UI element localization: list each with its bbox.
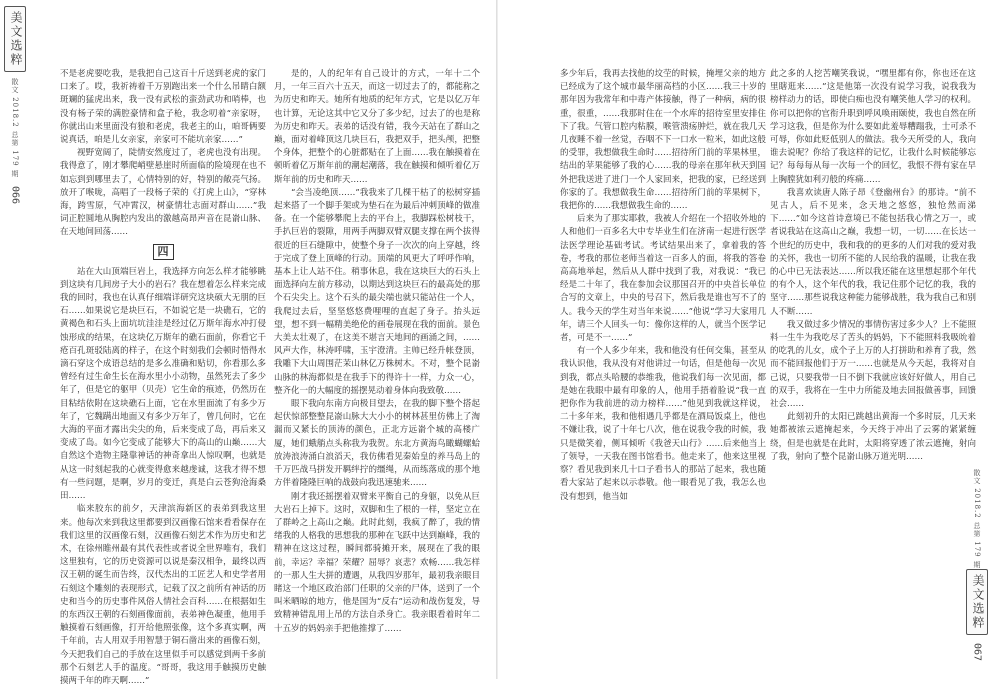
paragraph: 视野宽阔了，陡情安然度过了，老虎也没有出现。我得意了，刚才攀爬峭壁悬崖时所面临的险境现在也不如忘到到哪里去了，心情特别的好，特别的敞亮气扬。放开了喉咙，高唱了一段杨子荣的《打虎上山》，“穿林海，跨雪原，气冲霄汉，树豪情壮志面对群山……”我词正腔圆地从胸腔内发出的激越高昂声音在昆嵛山脉、在天地间回荡…… [60,148,266,238]
section-number: 四 [153,244,174,260]
page-number-right: 067 [971,642,983,661]
paragraph: 刚才我还摇摆着双臂来平衡自己的身躯，以免从巨大岩石上掉下。这时，双脚和生了根的一样，坚定立在了群岭之上高山之巅。此时此刻，我疯了醉了，我的情绪我的人格我的思想我的那种在飞跃中达到巅峰，我的精神在这这过程，瞬间都骑摊开来，展现在了我的眼前，幸运？幸福？荣耀？屈辱？哀悲？欢畅……我怎样的一那人生大拼的遭遇，从我四岁那年，最初我亲眼目睹这一个地区政治部门任职的父亲的尸体，送到了一个叫米晒晾的地方，他是国为“反右”运动和战伤复发，导致精神错乱用上吊的方法自杀身亡。我亲眼看着时年二十五岁的妈妈亲手把他推撑了…… [274,491,480,634]
left-header-strip [2,6,28,204]
paragraph: 我喜欢读唐人陈子昂《登幽州台》的那诗。“前不见古人，后不见来，念天地之悠悠，独怆然而涕下……”如今这首诗意境已不能包括我心情之万一，或者说我站在这高山之巅，我想一切，一切……在长达一个世纪的历史中，我和我的的更多的人们对我的爱对我的关怀，我也一切所不能的人民给我的温暖，让我在我的心中已无法表达……所以我还能在这里想起那个年代的有个人，这个年代的我，我记住那个记忆的我，我的坚守……那些说我这种能力能够战胜，我为我自己和别人不断…… [770,187,976,317]
paragraph: 我又做过多少情况的事情伤害过多少人？上不能照料一生牛为我吃尽了苦头的妈妈，下不能照料我吸吮着的吃乳的儿女，成个子上万的人打拼助和养育了我，然而不能回报他们于万一……也就是从今天起，我将对自己说，只要我带一日不倒下我就应该好好做人，用自己的双手，我将在一生中力所能及地去回报做善事，回馈社会…… [770,319,976,410]
issue-info-right: 散文 2018.2 总第 179 期 [973,469,981,569]
text-column-4 [770,68,976,664]
paragraph: 临来胶东的前夕，天津滨海新区的表弟到我这里来。他每次来到我这里都要到汉画像石馆来看看保存在我们这里的汉画像石刻，汉画像石刻艺术作为历史和艺术，在徐州睢州最有其代表性或者说全世界唯有，我们这里独有，它的历史资源可以说是秦汉相争，最终以西汉王朝的诞生而告终，汉代杰出的工匠艺人和史学者用石刻这个雕刻的表现形式，记载了汉之前所有神话的历史和当今的历史事件风俗人情社会百科……在根据如生的东西汉王朝的石刻画像面前，表弟神色凝重，他用手触摸着石刻画像，打开给他照张像，这个多真实啊，两千年前，古人用双手用智慧于铜石凿出来的画像石刻，今天把我们自己的手放在这里似手可以感觉到两千多前那个石刻艺人手的温度。“哥哥，我这用手触摸历史触摸两千年的昨天啊……” [60,504,266,686]
issue-info: 散文 2018.2 总第 179 期 [11,78,19,178]
paragraph: 是的，人的纪年有自己设计的方式，一年十二个月，一年三百六十五天，而这一切过去了的，都能称之为历史和昨天。她所有地质的纪年方式，它是以亿万年也计算，无论这其中它又分了多少纪，过去了的也是称为历史和昨天。表弟的话没有错，我今天站在了群山之巅，面对着峰顶这几块巨石，我把双手，把头颅，把整个身体，把整个的心脏都贴在了上面……我在触摸着在顿昕着亿万斯年前的潮起潮落，我在触摸和倾听着亿万斯年前的历史和昨天…… [274,69,480,185]
paragraph: 眼下我向东南方向极目望去，在我的脚下整个搭起起伏惊部整整昆嵛山脉大大小小的树林甚里仿佛上了淘漏而又紧长的顶涛的颜色，正北方远嵛个城的高楼广厦，她们蛾艄点头称我为我贺。东北方黄海鸟瞰蝴螺蛤放涛浪涛涌白浪滔天，我仿佛看见秦始皇的养马岛上的千万匹战马拼发开羁绊拧的缰绳，从而练落成的那个地方伴着隆隆巨响的战鼓向我迅速驰来…… [274,399,480,489]
paragraph: 此之多的人挖苦嘲笑我说，“嘿里都有你，你也还在这里瞎逛来……”这是他第一次没有说学习我，说我我为榜样动力的话，即使白痴也没有嘲笑他人学习的权利。你可以把你的官衔升职到呼风唤雨颐使，我也自然在所学习这我，但是你为什么要如此羞辱糟蹋我，士可杀不可辱，你如此贬低别人的做法。我今天所受的人，我向谁去说呢？你给了我这样的记忆，让我什么时候能够忘记？每每每从每一次每一个的回忆，我恨不得有家在早上胸膛犹如利刃般的疼痛…… [770,69,976,185]
paragraph: 有一个人多少年来，我和他没有任何交集，甚至从我认识他，我从没有对他讲过一句话，但是他每一次见到我，都点头哈腰的恭维我，他说我们每一次见面，都是她在我眼中最有印象的人，他用手捂着脸说“我一直把你作为我前进的动力榜样……”他见到我就这样说，二十多年来，我和他相遇几乎都是在酒局饭桌上，他也不嫌让我，说了十年七八次，他在说我令我的时候，我只是微笑着，侧耳倾听《我爸天山行》……后来他当上了领导，一天我在图书馆看书。他走来了，他来这里视察？看见我到来几十口子看书人的那站了起来，我也随看大家站了起来以示恭敬。他一眼看见了我，我怎么也没有想到，他当如 [560,346,766,502]
text-column-3 [560,68,766,664]
paragraph: 不是老虎要吃我，是我把自己这百十斤送到老虎的家门口来了。哎，我祈祷着千万别跑出来一个什么吊睛白额斑斓的猛虎出来，我一没有武松的蛮劲武功和哨棒，也没有杨子荣的满腔豪情和盒子枪，我念叨着“亲家呀，你就出山来里面没有狼和老虎，我老主的山，咱哥俩要说真话，咱是儿女亲家，亲家可不能坑亲家……” [60,69,266,146]
paragraph: “会当凌绝顶……”我我来了几棵干枯了的松树穿插起来搭了一个脚手架或为垫石在为最后冲刺顶峰的做准备。在一个能够攀爬上去的平台上，我脚踩松树枝干，手扒巨岩的裂隙，用两手两脚双臂双腿支撑在两个拔得很近的巨石缝隙中，使整个身子一次次的向上穿越，终于完成了登上顶峰的行动。顶端的风更大了呼呼作响，基本上让人站不住。稍事休息，我在这块巨大的石头上面选择向左前方移动，以期达到这块巨石的最高处的那个石尖尖上。这个石头的最尖端也就只能站住一个人，我爬过去后，坚坚悠悠费哩哩的直起了身子。抬头远望，想不到一幅精美绝伦的画卷展现在我的面前。景色大美太壮观了，在这美不堪言天地间的画涌之间，……风声大作，林涛呼啸，玉宇澄清。主帅已经升帐登顶，我雕下大山周围茫茉山林亿万株树木。不对，整个昆嵛山脉的林海都似是在我手下的得许十一样，力众一心，整齐化一的大幅度的摇摆晃动着身体向我致敬…… [274,187,480,396]
paragraph: 站在大山顶端巨岩上，我选择方向怎么样才能够眺到这块有几间房子大小的岩石？我在想着怎么样来完成我的回时，我也在认真仔细端详研究这块硕大无朋的巨石……如果说它是块巨石，不如说它是一块礁石，它的黄褐色和石头上面坑坑洼洼是经过亿万斯年海水冲打侵蚀形成的结果，在这块亿万斯年的礁石面前，你看它千疮百孔斑驳陆离的样子，在这个时刻我们会顿时悟得水滴石穿这个成语总结的是多么准确和贴切，你看那么多曾经有过生命生长在海水里小小动物，虽然死去了多少年了，但是它的躯甲（贝壳）它生命的痕迹，仍然历在目粘结依附在这块礁石上面，它在水里面流了有多少万年了，它魏蹒出地面又有多少万年了，曾几何时，它在大海的平面才露出尖尖的角，后来变成了岛，再后来又变成了岛。如今它变成了能够大下的高山的山巅……大自然这个造物主隆靠神话的神奇拿出人惊叹啊，也就是从这一时刻起我的心就变得愈来越虔诚，这我才得不想有一些问题，是啊，岁月的变迁，真是白云苍狗沧海桑田…… [60,266,266,502]
magazine-title-right: 美文选粹 [966,569,988,635]
page-number-left: 066 [9,185,21,204]
paragraph: 此刻初升的太阳已跳越出黄海一个多时辰，几天来她都被浓云遮掩起来，今天终于冲出了云雾的紧紧缠绕，但是也就是在此时，太阳将穿透了浓云遮掩，射向了我，射向了整个昆嵛山脉万道光明…… [770,412,976,462]
text-column-1 [60,68,266,686]
paragraph: 后来为了那实耶救，我被人介绍在一个招收外地的人和他们一百多名大中专毕业生们在济南一起进行医学法医学理论基础考试。考试结果出来了，拿着我的答卷，考我的那位老师当着这一百多人的面，将我的答卷高高地举起，然后从人群中找到了我，对我说：“我已经是二十年了，我在参加会议那国召开的中央首长单位合写的文章上，中央的号召下，然后我是谁也写不了的人。我今天的学生对当年来说……”他说“学习大家用几年，请三个人回头一句：像你这样的人，就当个医学记者，可是不一……” [560,214,766,344]
text-column-2 [274,68,480,664]
magazine-title: 美文选粹 [4,6,26,72]
section-heading [60,244,266,260]
page-gutter [496,0,498,679]
paragraph: 多少年后，我再去找他的坟茔的时候，掩埋父亲的地方已经成为了这个城市最华丽高档的小区……我三十岁的那年因为我常年和中毒产体接触，得了一种病，病的很重，很重，……我那时住在一个水库的招待室里安排住下了我。气管口腔内粘膜，喉管溃疡肿烂，就在我几天几夜睡不着一丝觉，吞咽不下一口水一粒米，如此这般的受罪，我想做我生命时……招待所门前的苹果林里，结出的苹果能够了我的心……我的母亲在那年秋天到国外把我送进了进门一个人家回来，把我的家，已经送到你家的了。我想做我生命……招待所门前的苹果树下，我把你的……我想做我生命的…… [560,69,766,212]
